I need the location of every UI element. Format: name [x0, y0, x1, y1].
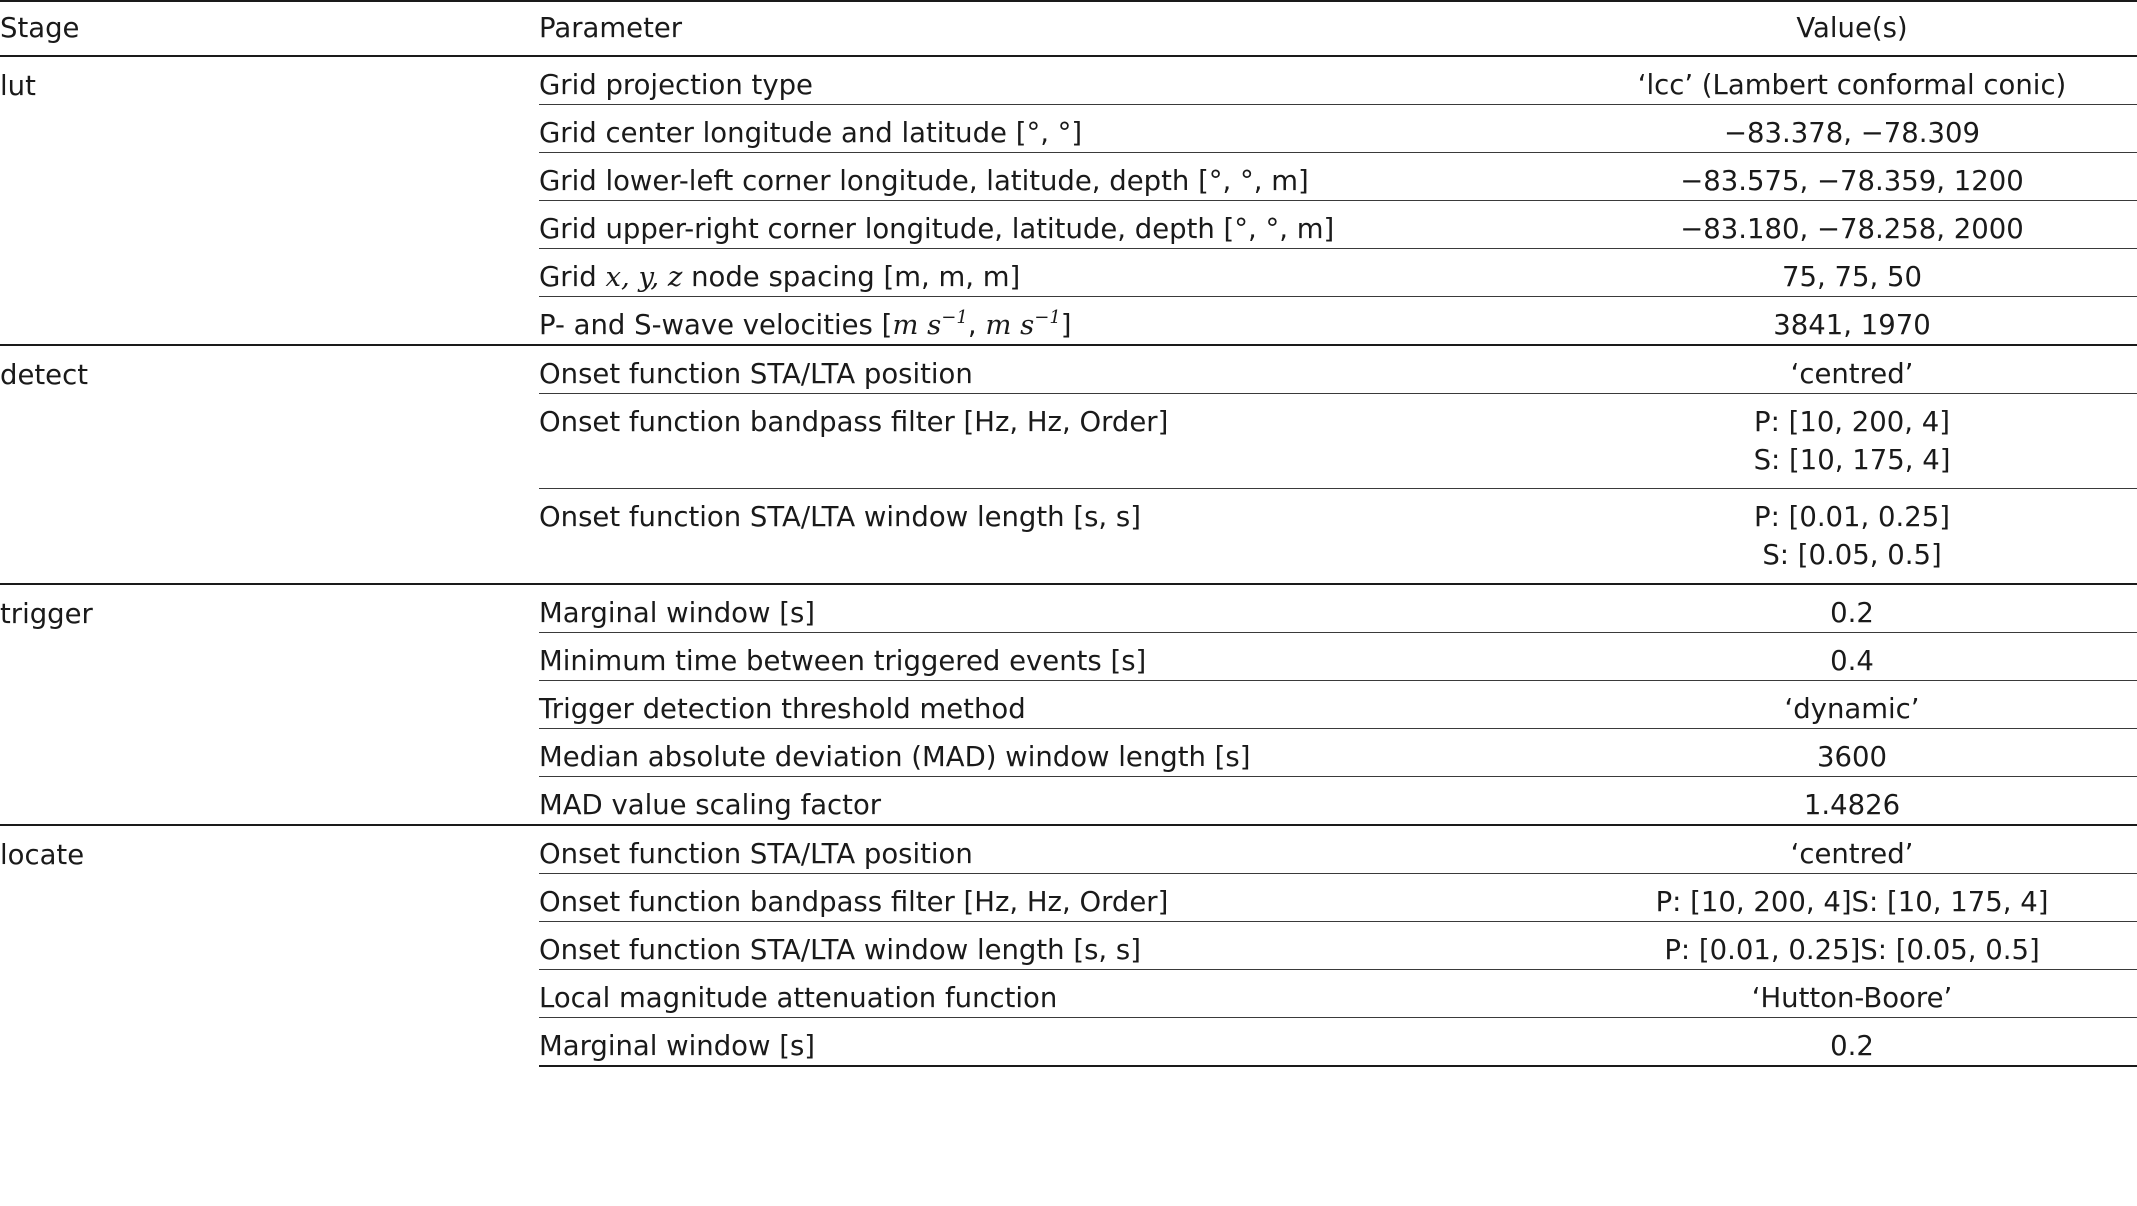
value-cell [1567, 584, 2137, 633]
value-cell [1567, 56, 2137, 105]
value-line: 0.2 [1830, 596, 1874, 629]
parameter-cell: Onset function STA/LTA window length [s, s] [539, 489, 1567, 584]
value-line: 0.4 [1830, 644, 1874, 677]
parameter-cell: Grid projection type [539, 56, 1567, 105]
parameter-text-part: −1 [1034, 307, 1061, 328]
header-stage: Stage [0, 12, 80, 44]
value-cell [1567, 680, 2137, 728]
value-cell [1567, 249, 2137, 297]
value-cell [1567, 825, 2137, 874]
parameter-cell [539, 249, 1567, 297]
value-line: 1.4826 [1803, 788, 1901, 821]
value-line: −83.180, −78.258, 2000 [1680, 213, 2024, 245]
value-cell [1567, 489, 2137, 584]
header-row [0, 1, 2137, 56]
value-line: ‘centred’ [1790, 358, 1914, 390]
value-line: ‘dynamic’ [1784, 692, 1920, 725]
parameter-cell [539, 297, 1567, 346]
value-cell [1567, 921, 2137, 969]
value-cell [1567, 394, 2137, 489]
value-cell [1567, 153, 2137, 201]
parameter-cell: Marginal window [s] [539, 584, 1567, 633]
parameter-cell: Grid upper-right corner longitude, latitude, depth [°, °, m] [539, 201, 1567, 249]
table-row [0, 584, 2137, 633]
value-line: 3600 [1817, 740, 1887, 773]
parameter-cell: Trigger detection threshold method [539, 680, 1567, 728]
value-line: P: [10, 200, 4] [1754, 406, 1950, 438]
parameter-text-part: node spacing [m, m, m] [682, 261, 1021, 293]
parameter-cell: Onset function STA/LTA position [539, 825, 1567, 874]
stage-cell: detect [0, 345, 539, 584]
stage-cell: locate [0, 825, 539, 1066]
value-line: ‘centred’ [1790, 837, 1914, 870]
value-line: 3841, 1970 [1773, 309, 1931, 341]
parameter-cell: Grid lower-left corner longitude, latitude, depth [°, °, m] [539, 153, 1567, 201]
value-cell [1567, 728, 2137, 776]
stage-cell: lut [0, 56, 539, 345]
value-line: −83.575, −78.359, 1200 [1680, 165, 2024, 197]
stage-cell: trigger [0, 584, 539, 825]
value-line: ‘Hutton-Boore’ [1751, 981, 1953, 1014]
value-line: ‘lcc’ (Lambert conformal conic) [1637, 69, 2067, 101]
value-cell [1567, 969, 2137, 1017]
table-row [0, 825, 2137, 874]
value-cell [1567, 873, 2137, 921]
parameter-text-part: m s [892, 309, 942, 341]
value-cell [1567, 1017, 2137, 1066]
parameter-text-part: m s [985, 309, 1035, 341]
table-row [0, 56, 2137, 105]
value-cell [1567, 105, 2137, 153]
value-line: P: [0.01, 0.25]S: [0.05, 0.5] [1664, 933, 2040, 966]
table-body [0, 56, 2137, 1066]
value-line: S: [10, 175, 4] [1753, 444, 1951, 476]
parameter-cell: Onset function STA/LTA position [539, 345, 1567, 394]
parameter-text-part: Grid [539, 261, 606, 293]
parameter-cell: Median absolute deviation (MAD) window length [s] [539, 728, 1567, 776]
value-line: P: [0.01, 0.25] [1754, 501, 1950, 533]
value-line: 75, 75, 50 [1782, 261, 1922, 293]
value-line: S: [0.05, 0.5] [1762, 539, 1942, 571]
header-parameter: Parameter [539, 12, 683, 44]
value-cell [1567, 632, 2137, 680]
parameter-text-part: −1 [941, 307, 968, 328]
value-cell [1567, 776, 2137, 825]
parameter-cell: Onset function STA/LTA window length [s, s] [539, 921, 1567, 969]
parameter-text-part: P- and S-wave velocities [ [539, 309, 893, 341]
value-line: 0.2 [1830, 1029, 1874, 1062]
parameter-cell: Onset function bandpass filter [Hz, Hz, Order] [539, 394, 1567, 489]
parameter-cell: Marginal window [s] [539, 1017, 1567, 1066]
parameter-cell: Minimum time between triggered events [s] [539, 632, 1567, 680]
parameter-cell: MAD value scaling factor [539, 776, 1567, 825]
parameter-text-part: ] [1060, 309, 1072, 341]
value-cell [1567, 297, 2137, 346]
parameter-text-part: , [967, 309, 986, 341]
parameter-cell: Local magnitude attenuation function [539, 969, 1567, 1017]
header-values: Value(s) [1796, 12, 1908, 44]
table-row [0, 345, 2137, 394]
parameter-cell: Grid center longitude and latitude [°, °] [539, 105, 1567, 153]
parameter-text-part: x, y, z [605, 261, 683, 293]
value-line: −83.378, −78.309 [1723, 117, 1980, 149]
parameter-cell: Onset function bandpass filter [Hz, Hz, Order] [539, 873, 1567, 921]
value-cell [1567, 345, 2137, 394]
value-cell [1567, 201, 2137, 249]
value-line: P: [10, 200, 4]S: [10, 175, 4] [1655, 885, 2049, 918]
